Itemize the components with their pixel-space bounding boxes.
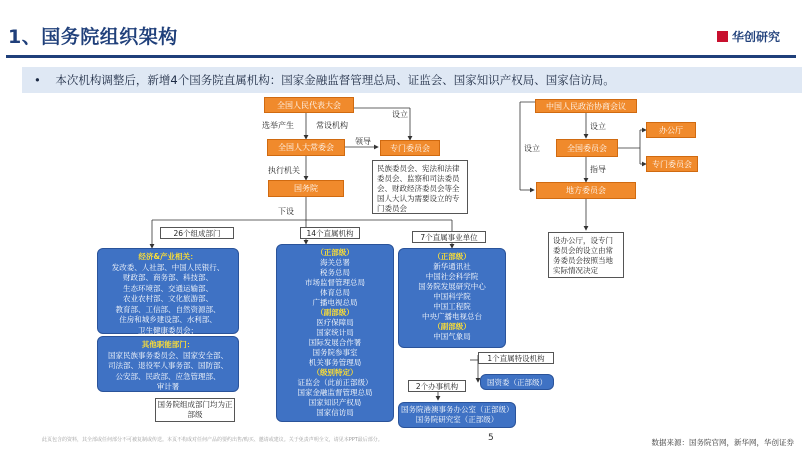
direct-special-line: 证监会（此前正部级） bbox=[297, 378, 373, 387]
special-committee-note: 民族委员会、宪法和法律委员会、监察和司法委员会、财政经济委员会等全国人大认为需要设立的专门委员会 bbox=[372, 160, 468, 214]
office-line: 国务院研究室（正部级） bbox=[415, 415, 499, 424]
offices-box bbox=[398, 402, 516, 428]
setup-top-label: 设立 bbox=[590, 122, 606, 131]
local-committee-box: 地方委员会 bbox=[536, 182, 636, 199]
other-line: 国家民族事务委员会、国家安全部、 bbox=[108, 350, 228, 360]
dept-rank-note: 国务院组成部门均为正部级 bbox=[155, 398, 235, 422]
inst-main-line: 中国社会科学院 bbox=[425, 272, 479, 281]
tag-offices: 2个办事机构 bbox=[408, 380, 466, 392]
special-committee-box: 专门委员会 bbox=[380, 140, 440, 156]
inst-vice-header: （副部级） bbox=[433, 322, 471, 331]
direct-main-header: （正部级） bbox=[316, 248, 354, 257]
econ-line: 农业农村部、文化旅游部、 bbox=[123, 294, 213, 303]
local-committee-note: 设办公厅，设专门委员会的设立由常务委员会按照当地实际情况决定 bbox=[548, 232, 624, 278]
office-line: 国务院港澳事务办公室（正部级） bbox=[401, 405, 514, 414]
departments-other-box bbox=[97, 336, 239, 392]
inst-main-line: 国务院发展研究中心 bbox=[418, 282, 486, 291]
direct-main-line: 海关总署 bbox=[320, 258, 350, 267]
banner-bullet: • bbox=[34, 73, 41, 87]
tag-direct-agencies: 14个直属机构 bbox=[300, 227, 360, 239]
setup-left-label: 设立 bbox=[524, 144, 540, 153]
econ-line: 住房和城乡建设部、水利部、 bbox=[119, 315, 217, 324]
standing-label: 常设机构 bbox=[316, 121, 348, 130]
setup-label: 设立 bbox=[392, 110, 408, 119]
direct-vice-line: 医疗保障局 bbox=[316, 318, 354, 327]
other-header: 其他职能部门： bbox=[141, 340, 195, 349]
inst-vice-line: 中国气象局 bbox=[433, 332, 471, 341]
sasac-box: 国资委（正部级） bbox=[480, 374, 554, 390]
inst-main-line: 中国工程院 bbox=[433, 302, 471, 311]
direct-special-line: 国家金融监督管理总局 bbox=[297, 388, 373, 397]
departments-econ-box bbox=[97, 248, 239, 334]
banner-text: 本次机构调整后，新增4个国务院直属机构：国家金融监督管理总局、证监会、国家知识产权局、国家信访局。 bbox=[55, 73, 615, 87]
exec-label: 执行机关 bbox=[268, 166, 300, 175]
other-line: 司法部、退役军人事务部、国防部、 bbox=[108, 361, 228, 370]
other-line: 公安部、民政部、应急管理部、 bbox=[115, 371, 221, 381]
tag-departments: 26个组成部门 bbox=[160, 227, 234, 239]
direct-vice-line: 国际发展合作署 bbox=[308, 338, 362, 347]
inst-main-line: 中国科学院 bbox=[433, 292, 471, 301]
econ-line: 发改委、人社部、中国人民银行、 bbox=[111, 262, 225, 272]
direct-special-line: 国家知识产权局 bbox=[308, 398, 362, 407]
state-council-box: 国务院 bbox=[268, 180, 344, 197]
guide-label: 指导 bbox=[590, 165, 606, 174]
tag-institutions: 7个直属事业单位 bbox=[412, 231, 486, 243]
econ-line: 生态环境部、交通运输部、 bbox=[123, 283, 213, 293]
other-line: 审计署 bbox=[156, 382, 180, 391]
direct-main-line: 税务总局 bbox=[320, 268, 350, 277]
page-number: 5 bbox=[488, 433, 494, 443]
direct-special-header: （级别特定） bbox=[312, 368, 358, 377]
direct-special-line: 国家信访局 bbox=[316, 408, 354, 417]
direct-vice-line: 国务院参事室 bbox=[312, 348, 358, 357]
npcsc-box: 全国人大常委会 bbox=[267, 139, 345, 156]
elect-label: 选举产生 bbox=[262, 121, 294, 130]
right-special-box: 专门委员会 bbox=[646, 156, 698, 172]
inst-main-line: 中央广播电视总台 bbox=[422, 312, 482, 321]
econ-line: 卫生健康委员会； bbox=[138, 325, 198, 335]
econ-line: 教育部、工信部、自然资源部、 bbox=[115, 304, 221, 314]
direct-vice-line: 国家统计局 bbox=[316, 328, 354, 337]
cppcc-box: 中国人民政治协商会议 bbox=[535, 99, 637, 113]
direct-main-line: 广播电视总局 bbox=[312, 298, 358, 307]
direct-agencies-box bbox=[276, 244, 394, 422]
tag-special-org: 1个直属特设机构 bbox=[478, 352, 554, 364]
logo-text: 华创研究 bbox=[731, 30, 780, 44]
disclaimer: 此页包含的资料，其全部或任何部分不可被复制或传送。本页不构成对任何产品的要约出售/购买、邀请或建议。关于免责声明全文，请见本PPT最后部分。 bbox=[42, 437, 383, 443]
direct-vice-line: 机关事务管理局 bbox=[308, 358, 362, 367]
inst-main-line: 新华通讯社 bbox=[433, 262, 471, 271]
econ-header: 经济&产业相关： bbox=[138, 252, 198, 261]
office-box: 办公厅 bbox=[646, 122, 696, 138]
lead-label: 领导 bbox=[355, 137, 371, 146]
econ-line: 财政部、商务部、科技部、 bbox=[123, 273, 213, 282]
national-committee-box: 全国委员会 bbox=[556, 139, 618, 157]
direct-main-line: 体育总局 bbox=[320, 288, 350, 297]
page-title: 1、国务院组织架构 bbox=[8, 26, 178, 48]
below-label: 下设 bbox=[278, 207, 294, 216]
inst-main-header: （正部级） bbox=[433, 252, 471, 261]
npc-box: 全国人民代表大会 bbox=[264, 97, 354, 113]
data-source: 数据来源：国务院官网，新华网，华创证券 bbox=[651, 438, 794, 447]
direct-vice-header: （副部级） bbox=[316, 308, 354, 317]
direct-main-line: 市场监督管理总局 bbox=[305, 278, 365, 287]
institutions-box bbox=[398, 248, 506, 348]
